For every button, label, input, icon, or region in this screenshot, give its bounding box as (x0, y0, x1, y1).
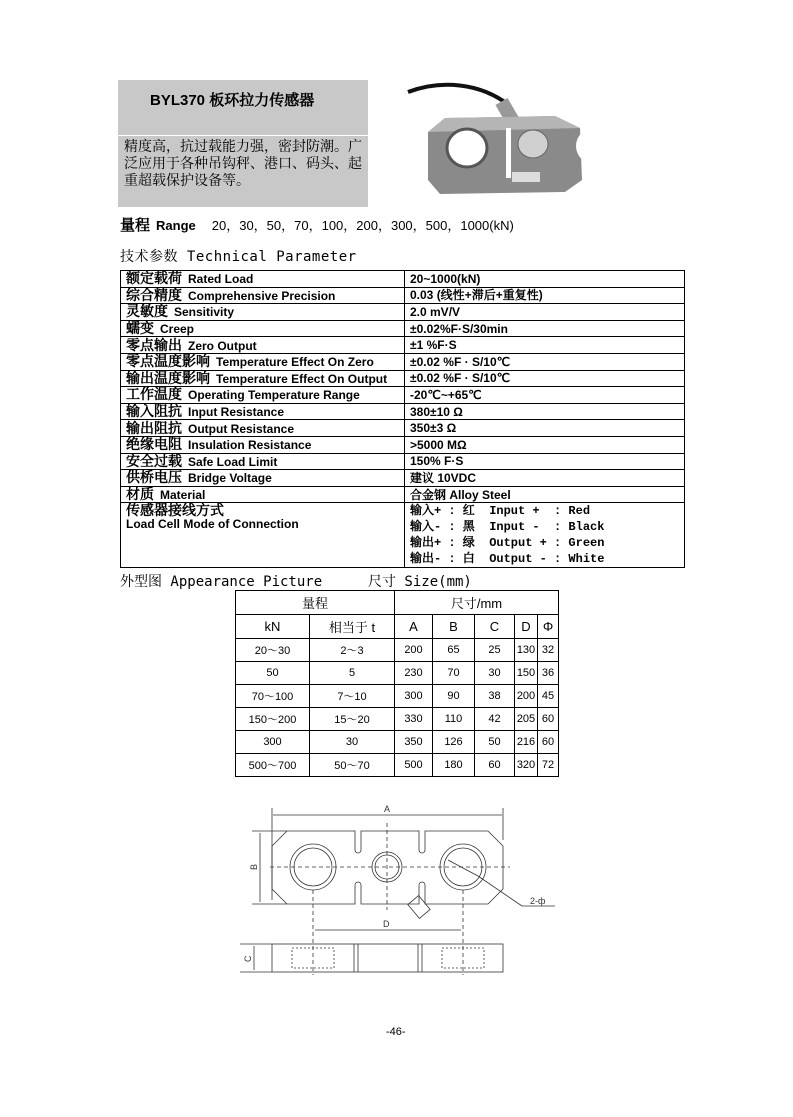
spec-key (121, 453, 405, 470)
table-cell: 36 (538, 662, 559, 685)
spec-row (121, 353, 685, 370)
table-cell: 110 (433, 708, 475, 731)
table-cell: 180 (433, 754, 475, 777)
spec-key-en: Creep (160, 322, 195, 337)
spec-row (121, 337, 685, 354)
spec-row (121, 403, 685, 420)
spec-row (121, 271, 685, 288)
column-header: B (433, 615, 475, 639)
connection-en: Load Cell Mode of Connection (126, 517, 299, 532)
table-cell: 230 (395, 662, 433, 685)
spec-value: >5000 MΩ (405, 436, 685, 453)
table-cell: 150～200 (236, 708, 310, 731)
table-cell: 350 (395, 731, 433, 754)
table-cell: 300 (236, 731, 310, 754)
spec-key (121, 304, 405, 321)
spec-key-zh: 安全过载 (126, 452, 182, 469)
table-row (236, 754, 559, 777)
spec-key-en: Comprehensive Precision (188, 288, 336, 303)
tech-heading: 技术参数 Technical Parameter (120, 249, 357, 265)
spec-row (121, 287, 685, 304)
spec-table (120, 270, 685, 568)
table-cell: 150 (515, 662, 538, 685)
dim-label-a: A (384, 804, 391, 814)
table-cell: 216 (515, 731, 538, 754)
table-row (236, 708, 559, 731)
table-cell: 15～20 (310, 708, 395, 731)
table-cell: 300 (395, 685, 433, 708)
table-cell: 32 (538, 639, 559, 662)
range-values: 20，30，50，70，100，200，300，500，1000(kN) (211, 218, 514, 233)
spec-row (121, 486, 685, 503)
spec-key-zh: 供桥电压 (126, 469, 182, 486)
column-header: kN (236, 615, 310, 639)
spec-key (121, 436, 405, 453)
table-row (236, 685, 559, 708)
table-cell: 70 (433, 662, 475, 685)
spec-key (121, 420, 405, 437)
spec-row (121, 370, 685, 387)
product-title: BYL370 板环拉力传感器 (150, 92, 315, 109)
spec-key (121, 353, 405, 370)
spec-row (121, 304, 685, 321)
size-heading: 尺寸 Size(mm) (368, 574, 472, 590)
spec-key-en: Bridge Voltage (188, 471, 272, 486)
dim-label-c: C (243, 955, 253, 962)
dim-label-d: D (383, 919, 390, 929)
connection-zh: 传感器接线方式 (126, 502, 224, 519)
dimension-drawing (240, 808, 555, 975)
connection-line: 输入- : 黑 Input - : Black (410, 520, 605, 535)
table-cell: 2～3 (310, 639, 395, 662)
table-cell: 60 (475, 754, 515, 777)
spec-key-zh: 蠕变 (126, 320, 154, 337)
connection-line: 输出- : 白 Output - : White (410, 552, 605, 567)
table-cell: 30 (475, 662, 515, 685)
table-cell: 126 (433, 731, 475, 754)
spec-key (121, 403, 405, 420)
spec-key-en: Zero Output (188, 338, 257, 353)
spec-value: ±0.02%F·S/30min (405, 320, 685, 337)
spec-value: 150% F·S (405, 453, 685, 470)
spec-value: 合金钢 Alloy Steel (405, 486, 685, 503)
spec-row (121, 320, 685, 337)
table-cell: 200 (515, 685, 538, 708)
group-header-range: 量程 (236, 591, 395, 615)
spec-value: ±0.02 %F · S/10℃ (405, 370, 685, 387)
spec-key-en: Sensitivity (174, 305, 235, 320)
spec-key-en: Temperature Effect On Zero (216, 355, 374, 370)
spec-key (121, 387, 405, 404)
table-cell: 90 (433, 685, 475, 708)
spec-key-zh: 输出温度影响 (126, 369, 210, 386)
column-header: 相当于 t (310, 615, 395, 639)
spec-key-zh: 额定载荷 (126, 270, 182, 287)
table-row (236, 731, 559, 754)
column-header: Φ (538, 615, 559, 639)
table-cell: 50 (236, 662, 310, 685)
spec-key (121, 320, 405, 337)
spec-key-en: Output Resistance (188, 421, 295, 436)
spec-value: 建议 10VDC (405, 470, 685, 487)
spec-key-en: Rated Load (188, 272, 254, 287)
range-label-en: Range (156, 218, 196, 233)
product-photo (408, 85, 616, 194)
spec-key-zh: 零点输出 (126, 336, 182, 353)
dim-label-b: B (249, 863, 259, 870)
table-cell: 42 (475, 708, 515, 731)
range-line (120, 214, 514, 235)
table-cell: 5 (310, 662, 395, 685)
table-row (236, 639, 559, 662)
table-cell: 500 (395, 754, 433, 777)
column-header: A (395, 615, 433, 639)
spec-row (121, 436, 685, 453)
spec-row (121, 420, 685, 437)
group-header-size: 尺寸/mm (395, 591, 559, 615)
spec-key-en: Insulation Resistance (188, 438, 312, 453)
spec-key-zh: 输入阻抗 (126, 403, 182, 420)
column-header: C (475, 615, 515, 639)
spec-value: 350±3 Ω (405, 420, 685, 437)
connection-line: 输入+ : 红 Input + : Red (410, 504, 591, 519)
spec-key (121, 337, 405, 354)
table-cell: 30 (310, 731, 395, 754)
table-cell: 7～10 (310, 685, 395, 708)
table-cell: 130 (515, 639, 538, 662)
spec-key (121, 370, 405, 387)
table-cell: 500～700 (236, 754, 310, 777)
spec-key (121, 287, 405, 304)
connection-line: 输出+ : 绿 Output + : Green (410, 536, 605, 551)
spec-row-connection (121, 503, 685, 568)
spec-value: 0.03 (线性+滞后+重复性) (405, 287, 685, 304)
column-header: D (515, 615, 538, 639)
table-cell: 45 (538, 685, 559, 708)
spec-value: -20℃~+65℃ (405, 387, 685, 404)
table-row (236, 662, 559, 685)
spec-key-en: Material (160, 488, 206, 503)
spec-key-en: Input Resistance (188, 405, 285, 420)
appearance-heading: 外型图 Appearance Picture (120, 574, 323, 590)
spec-key-en: Safe Load Limit (188, 454, 278, 469)
spec-value: ±1 %F·S (405, 337, 685, 354)
spec-key-zh: 工作温度 (126, 386, 182, 403)
spec-key-zh: 综合精度 (126, 286, 182, 303)
spec-value: 20~1000(kN) (405, 271, 685, 288)
page-number: -46- (386, 1026, 406, 1038)
table-cell: 20～30 (236, 639, 310, 662)
table-cell: 50 (475, 731, 515, 754)
product-description: 精度高，抗过载能力强，密封防潮。广泛应用于各种吊钩秤、港口、码头、起重超载保护设备等。 (124, 138, 362, 188)
table-cell: 65 (433, 639, 475, 662)
spec-value: ±0.02 %F · S/10℃ (405, 353, 685, 370)
table-cell: 72 (538, 754, 559, 777)
size-table (235, 590, 559, 777)
table-cell: 205 (515, 708, 538, 731)
spec-row (121, 453, 685, 470)
table-cell: 330 (395, 708, 433, 731)
spec-key-zh: 输出阻抗 (126, 419, 182, 436)
spec-key (121, 470, 405, 487)
table-cell: 50～70 (310, 754, 395, 777)
spec-value: 380±10 Ω (405, 403, 685, 420)
spec-key-en: Temperature Effect On Output (216, 371, 388, 386)
spec-key (121, 486, 405, 503)
dim-label-phi: 2-ф (530, 896, 546, 906)
table-cell: 25 (475, 639, 515, 662)
table-cell: 60 (538, 708, 559, 731)
table-cell: 38 (475, 685, 515, 708)
spec-key (121, 271, 405, 288)
range-label-zh: 量程 (120, 217, 151, 234)
spec-row (121, 387, 685, 404)
spec-key-zh: 材质 (126, 486, 154, 503)
spec-key-en: Operating Temperature Range (188, 388, 360, 403)
table-cell: 70～100 (236, 685, 310, 708)
spec-key-zh: 零点温度影响 (126, 353, 210, 370)
spec-row (121, 470, 685, 487)
spec-value: 2.0 mV/V (405, 304, 685, 321)
table-cell: 200 (395, 639, 433, 662)
spec-key-zh: 绝缘电阻 (126, 436, 182, 453)
table-cell: 320 (515, 754, 538, 777)
spec-key-zh: 灵敏度 (126, 303, 168, 320)
table-cell: 60 (538, 731, 559, 754)
